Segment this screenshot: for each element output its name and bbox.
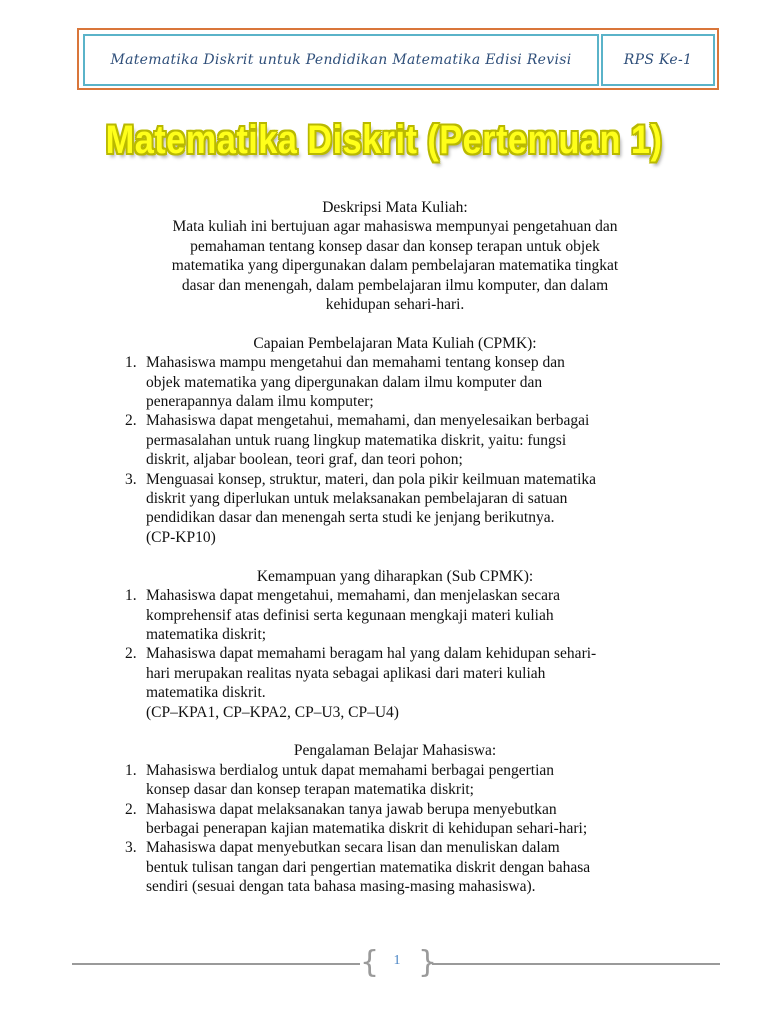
item-line: Mahasiswa dapat melaksanakan tanya jawab berupa menyebutkan <box>146 800 557 818</box>
item-line: permasalahan untuk ruang lingkup matematika diskrit, yaitu: fungsi <box>146 431 567 449</box>
item-number: 1. <box>125 587 137 605</box>
deskripsi-line: dasar dan menengah, dalam pembelajaran ilmu komputer, dan dalam <box>181 276 609 294</box>
item-line: (CP-KP10) <box>146 528 216 546</box>
deskripsi-text <box>120 217 670 314</box>
item-number: 3. <box>125 839 137 857</box>
pengalaman-list <box>120 761 670 897</box>
item-line: Menguasai konsep, struktur, materi, dan pola pikir keilmuan matematika <box>146 470 597 488</box>
item-number: 3. <box>125 470 137 488</box>
item-line: sendiri (sesuai dengan tata bahasa masing-masing mahasiswa). <box>146 878 536 896</box>
item-line: pendidikan dasar dan menengah serta studi ke jenjang berikutnya. <box>146 509 555 527</box>
item-line: Mahasiswa dapat menyebutkan secara lisan dan menuliskan dalam <box>146 839 560 857</box>
page-title: Matematika Diskrit (Pertemuan 1) <box>105 118 663 162</box>
rps-label: RPS Ke-1 <box>601 34 715 86</box>
deskripsi-line: Mata kuliah ini bertujuan agar mahasiswa mempunyai pengetahuan dan <box>172 218 618 236</box>
list-item <box>120 470 670 548</box>
deskripsi-heading: Deskripsi Mata Kuliah: <box>322 199 468 216</box>
footer-rule-right <box>432 963 720 965</box>
content <box>120 198 670 897</box>
item-line: Mahasiswa berdialog untuk dapat memahami berbagai pengertian <box>146 761 555 779</box>
item-line: Mahasiswa dapat mengetahui, memahami, dan menjelaskan secara <box>146 587 561 605</box>
item-line: diskrit yang diperlukan untuk melaksanakan pembelajaran di satuan <box>146 490 568 508</box>
list-item <box>120 411 670 469</box>
list-item <box>120 586 670 644</box>
item-line: komprehensif atas definisi serta kegunaan mengkaji materi kuliah <box>146 606 554 624</box>
list-item <box>120 838 670 896</box>
item-line: Mahasiswa mampu mengetahui dan memahami tentang konsep dan <box>146 354 565 372</box>
page-number: 1 <box>393 953 401 968</box>
cpmk-list <box>120 353 670 547</box>
deskripsi-line: pemahaman tentang konsep dasar dan konsep terapan untuk objek <box>190 237 600 255</box>
item-line: Mahasiswa dapat mengetahui, memahami, dan menyelesaikan berbagai <box>146 412 590 430</box>
item-line: objek matematika yang dipergunakan dalam ilmu komputer dan <box>146 373 543 391</box>
item-line: diskrit, aljabar boolean, teori graf, dan teori pohon; <box>146 451 463 469</box>
item-line: hari merupakan realitas nyata sebagai aplikasi dari materi kuliah <box>146 664 546 682</box>
deskripsi-line: matematika yang dipergunakan dalam pembelajaran matematika tingkat <box>171 257 619 275</box>
deskripsi-line: kehidupan sehari-hari. <box>325 296 465 314</box>
item-line: Mahasiswa dapat memahami beragam hal yang dalam kehidupan sehari- <box>146 645 597 663</box>
item-line: matematika diskrit; <box>146 625 267 643</box>
item-number: 1. <box>125 761 137 779</box>
header-box <box>77 28 719 90</box>
item-number: 1. <box>125 354 137 372</box>
book-title: Matematika Diskrit untuk Pendidikan Matematika Edisi Revisi <box>83 34 599 86</box>
list-item <box>120 800 670 839</box>
sub-cpmk-heading: Kemampuan yang diharapkan (Sub CPMK): <box>256 567 534 585</box>
list-item <box>120 353 670 411</box>
item-line: bentuk tulisan tangan dari pengertian matematika diskrit dengan bahasa <box>146 858 591 876</box>
cpmk-heading: Capaian Pembelajaran Mata Kuliah (CPMK): <box>253 334 537 352</box>
item-line: konsep dasar dan konsep terapan matematika diskrit; <box>146 781 474 799</box>
list-item <box>120 761 670 800</box>
item-line: matematika diskrit. <box>146 684 266 702</box>
pengalaman-heading: Pengalaman Belajar Mahasiswa: <box>293 742 497 760</box>
item-line: (CP–KPA1, CP–KPA2, CP–U3, CP–U4) <box>146 703 399 721</box>
right-brace-icon: } <box>418 945 438 980</box>
item-number: 2. <box>125 800 137 818</box>
item-line: berbagai penerapan kajian matematika diskrit di kehidupan sehari-hari; <box>146 819 588 837</box>
footer-rule-left <box>72 963 360 965</box>
item-line: penerapannya dalam ilmu komputer; <box>146 393 374 411</box>
item-number: 2. <box>125 412 137 430</box>
sub-cpmk-list <box>120 586 670 722</box>
item-number: 2. <box>125 645 137 663</box>
left-brace-icon: { <box>360 945 380 980</box>
list-item <box>120 644 670 722</box>
